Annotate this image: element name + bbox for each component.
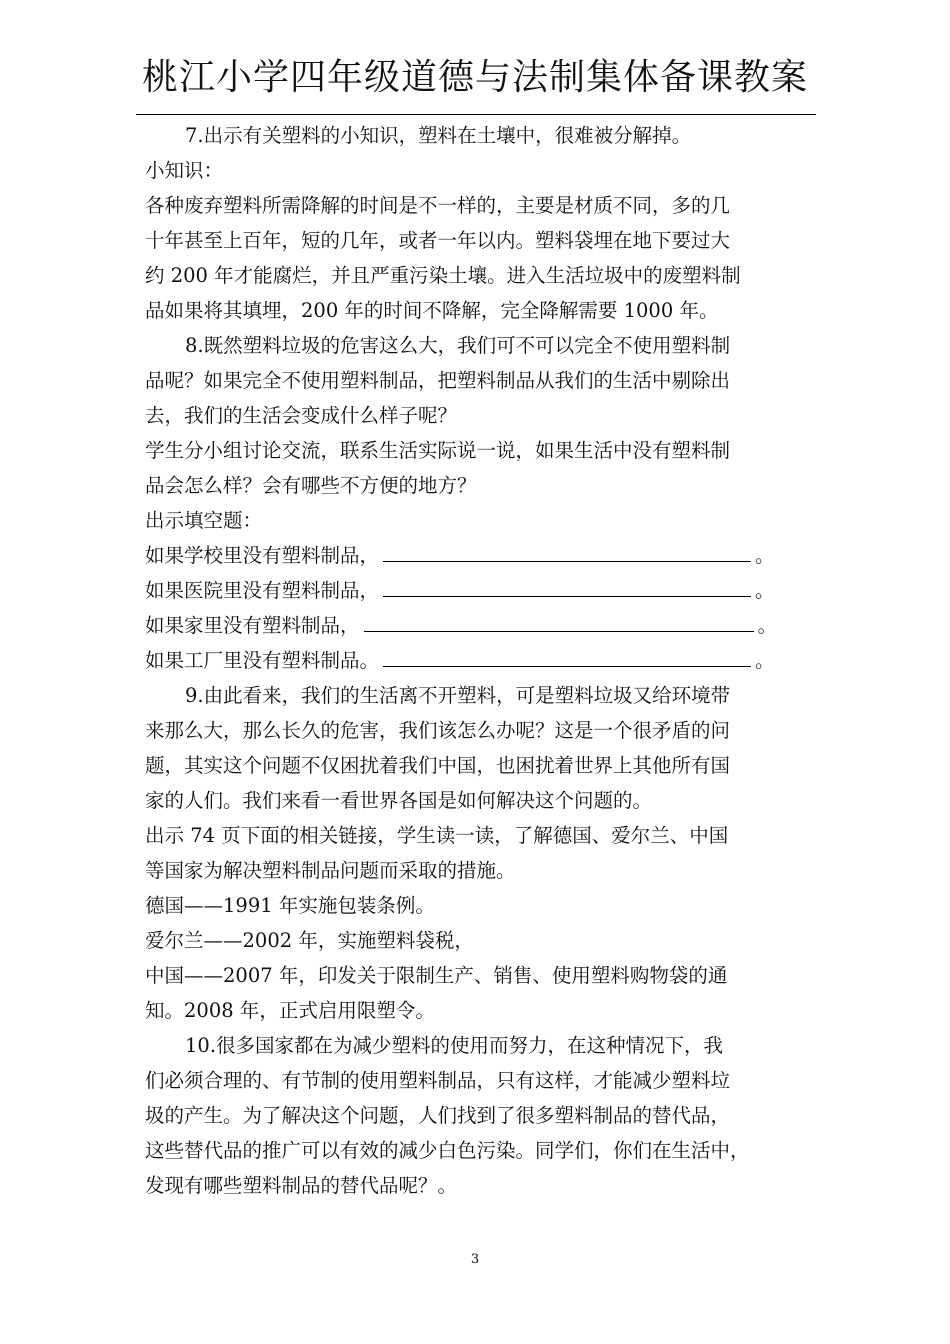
answer-blank bbox=[383, 644, 751, 667]
paragraph-line: 品会怎么样？会有哪些不方便的地方？ bbox=[145, 474, 477, 497]
paragraph-item-10: 10.很多国家都在为减少塑料的使用而努力，在这种情况下，我 bbox=[185, 1034, 724, 1057]
policy-germany: 德国——1991 年实施包装条例。 bbox=[145, 894, 435, 917]
paragraph-item-7: 7.出示有关塑料的小知识，塑料在土壤中，很难被分解掉。 bbox=[185, 124, 692, 147]
fill-blank-end: 。 bbox=[755, 579, 775, 602]
tip-text-line: 品如果将其填埋，200 年的时间不降解，完全降解需要 1000 年。 bbox=[145, 299, 719, 322]
fill-blank-factory bbox=[145, 643, 810, 678]
page-number: 3 bbox=[470, 1252, 480, 1267]
paragraph-line: 题，其实这个问题不仅困扰着我们中国，也困扰着世界上其他所有国 bbox=[145, 754, 731, 777]
policy-china-cont: 知。2008 年，正式启用限塑令。 bbox=[145, 999, 435, 1022]
paragraph-line: 这些替代品的推广可以有效的减少白色污染。同学们，你们在生活中， bbox=[145, 1139, 750, 1162]
paragraph-line: 学生分小组讨论交流，联系生活实际说一说，如果生活中没有塑料制 bbox=[145, 439, 731, 462]
answer-blank bbox=[364, 609, 754, 632]
paragraph-line: 等国家为解决塑料制品问题而采取的措施。 bbox=[145, 859, 516, 882]
tip-text-line: 约 200 年才能腐烂，并且严重污染土壤。进入生活垃圾中的废塑料制 bbox=[145, 264, 741, 287]
paragraph-line: 家的人们。我们来看一看世界各国是如何解决这个问题的。 bbox=[145, 789, 653, 812]
document-body bbox=[145, 118, 810, 1203]
fill-blank-end: 。 bbox=[757, 614, 778, 637]
header-divider bbox=[136, 114, 816, 115]
fill-blank-prompt: 如果学校里没有塑料制品， bbox=[145, 544, 380, 567]
fill-blank-prompt: 如果家里没有塑料制品， bbox=[145, 614, 360, 637]
paragraph-line: 来那么大，那么长久的危害，我们该怎么办呢？这是一个很矛盾的问 bbox=[145, 719, 731, 742]
paragraph-line: 们必须合理的、有节制的使用塑料制品，只有这样，才能减少塑料垃 bbox=[145, 1069, 731, 1092]
paragraph-line: 发现有哪些塑料制品的替代品呢？。 bbox=[145, 1174, 458, 1197]
tip-heading: 小知识： bbox=[145, 159, 224, 182]
fill-blank-home bbox=[145, 608, 810, 643]
paragraph-line: 圾的产生。为了解决这个问题，人们找到了很多塑料制品的替代品， bbox=[145, 1104, 731, 1127]
tip-text-line: 各种废弃塑料所需降解的时间是不一样的，主要是材质不同，多的几 bbox=[145, 194, 731, 217]
fill-blank-hospital bbox=[145, 573, 810, 608]
policy-ireland: 爱尔兰——2002 年，实施塑料袋税， bbox=[145, 929, 474, 952]
tip-text-line: 十年甚至上百年，短的几年，或者一年以内。塑料袋埋在地下要过大 bbox=[145, 229, 731, 252]
paragraph-item-8: 8.既然塑料垃圾的危害这么大，我们可不可以完全不使用塑料制 bbox=[185, 334, 731, 357]
policy-china: 中国——2007 年，印发关于限制生产、销售、使用塑料购物袋的通 bbox=[145, 964, 728, 987]
paragraph-line: 去，我们的生活会变成什么样子呢？ bbox=[145, 404, 458, 427]
answer-blank bbox=[383, 574, 751, 597]
fill-blank-end: 。 bbox=[755, 649, 775, 672]
page-title: 桃江小学四年级道德与法制集体备课教案 bbox=[141, 57, 808, 98]
fill-blank-heading: 出示填空题： bbox=[145, 509, 263, 532]
fill-blank-prompt: 如果工厂里没有塑料制品。 bbox=[145, 649, 380, 672]
paragraph-item-9: 9.由此看来，我们的生活离不开塑料，可是塑料垃圾又给环境带 bbox=[185, 684, 731, 707]
fill-blank-school bbox=[145, 538, 810, 573]
fill-blank-prompt: 如果医院里没有塑料制品， bbox=[145, 579, 380, 602]
paragraph-line: 品呢？如果完全不使用塑料制品，把塑料制品从我们的生活中剔除出 bbox=[145, 369, 731, 392]
paragraph-line: 出示 74 页下面的相关链接，学生读一读，了解德国、爱尔兰、中国 bbox=[145, 824, 729, 847]
fill-blank-end: 。 bbox=[755, 544, 775, 567]
answer-blank bbox=[383, 539, 751, 562]
